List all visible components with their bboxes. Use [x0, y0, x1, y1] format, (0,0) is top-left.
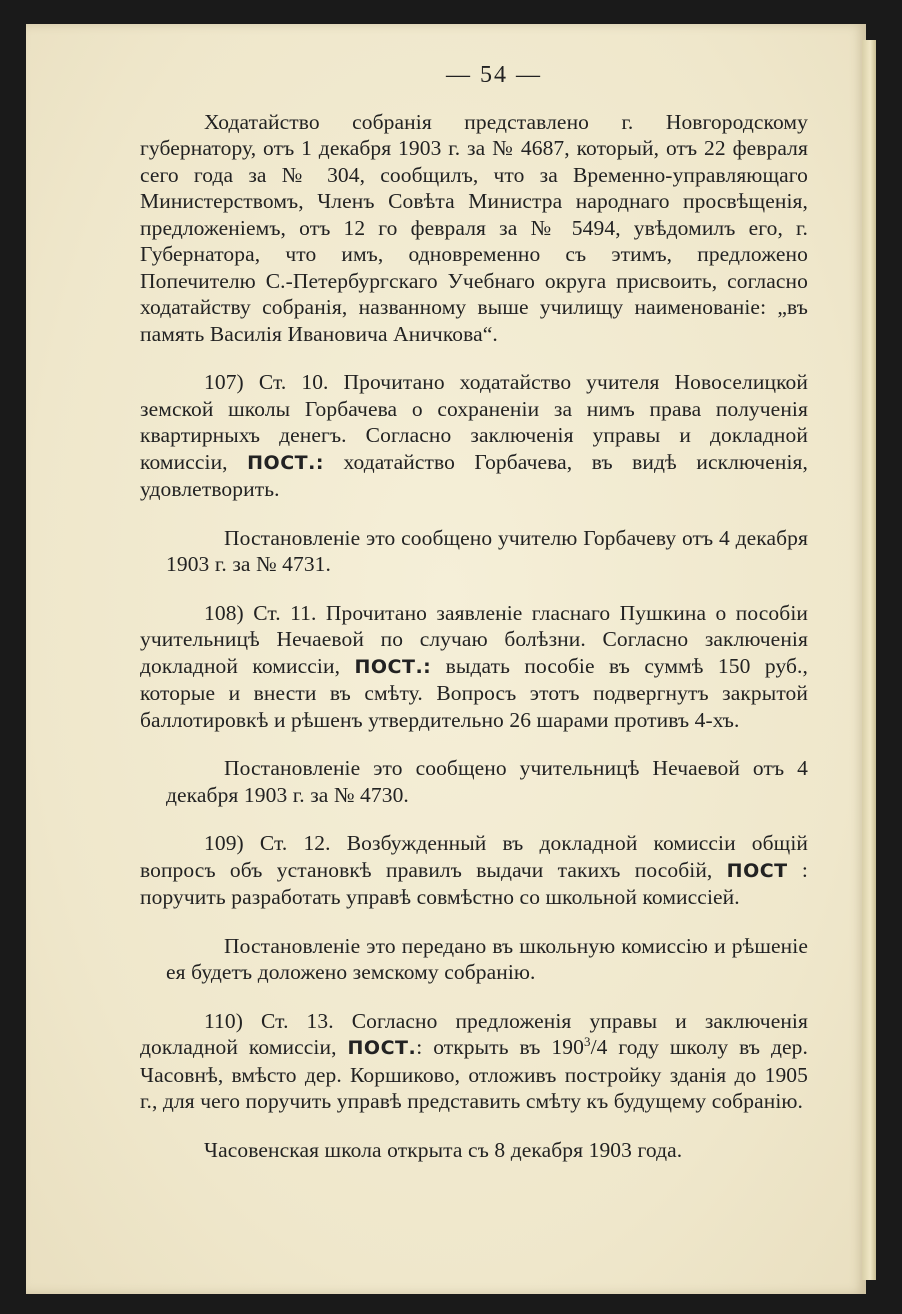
paragraph-resolution-107: Постановленіе это сообщено учителю Горбачеву отъ 4 декабря 1903 г. за № 4731. — [166, 525, 808, 576]
page-edge — [862, 40, 876, 1280]
resolution-marker: ПОСТ — [726, 859, 788, 882]
page-text — [140, 62, 808, 1185]
paragraph-petition-response: Ходатайство собранія представлено г. Новгородскому губернатору, отъ 1 декабря 1903 г. за № 4687, который, отъ 22 февраля сего года за № 304, сообщилъ, что за Временно-управляющаго Министерствомъ, Членъ Совѣта Министра народнаго просвѣщенія, предложеніемъ, отъ 12 го февраля за № 5494, увѣдомилъ его, г. Губернатора, что имъ, одновременно съ этимъ, предложено Попечителю С.-Петербургскаго Учебнаго округа присвоить, согласно ходатайству собранія, названному выше училищу наименованіе: „въ память Василія Ивановича Аничкова“. — [140, 109, 808, 346]
paragraph-item-108: 108) Ст. 11. Прочитано заявленіе гласнаго Пушкина о пособіи учительницѣ Нечаевой по случаю болѣзни. Согласно заключенія докладной комиссіи, ПОСТ.: выдать пособіе въ суммѣ 150 руб., которые и внести въ смѣту. Вопросъ этотъ подвергнутъ закрытой баллотировкѣ и рѣшенъ утвердительно 26 шарами противъ 4-хъ. — [140, 600, 808, 732]
paragraph-item-107: 107) Ст. 10. Прочитано ходатайство учителя Новоселицкой земской школы Горбачева о сохраненіи за нимъ права полученія квартирныхъ денегъ. Согласно заключенія управы и докладной комиссіи, ПОСТ.: ходатайство Горбачева, въ видѣ исключенія, удовлетворить. — [140, 370, 809, 501]
paragraph-item-110: 110) Ст. 13. Согласно предложенія управы и заключенія докладной комиссіи, ПОСТ.: открыть въ $190^3/4$ году школу въ дер. Часовнѣ, вмѣсто дер. Коршиково, отложивъ постройку зданія до 1905 г., для чего поручить управѣ представить смѣту къ будущему собранію. — [140, 1008, 809, 1113]
paragraph-school-opened: Часовенская школа открыта съ 8 декабря 1903 года. — [204, 1137, 683, 1162]
resolution-marker: ПОСТ. — [347, 1037, 417, 1059]
fraction-denominator: 4 — [596, 1035, 608, 1059]
resolution-marker: ПОСТ.: — [247, 451, 324, 474]
fraction-numerator: 3 — [583, 1033, 591, 1049]
paragraph-resolution-108: Постановленіе это сообщено учительницѣ Нечаевой отъ 4 декабря 1903 г. за № 4730. — [166, 756, 808, 807]
page-number: — 54 — — [446, 62, 542, 88]
paragraph-item-109: 109) Ст. 12. Возбужденный въ докладной комиссіи общій вопросъ объ установкѣ правилъ выдачи такихъ пособій, ПОСТ : поручить разработать управѣ совмѣстно со школьной комиссіей. — [140, 831, 808, 909]
paragraph-resolution-109: Постановленіе это передано въ школьную комиссію и рѣшеніе ея будетъ доложено земскому собранію. — [166, 933, 808, 984]
resolution-marker: ПОСТ.: — [354, 655, 432, 678]
